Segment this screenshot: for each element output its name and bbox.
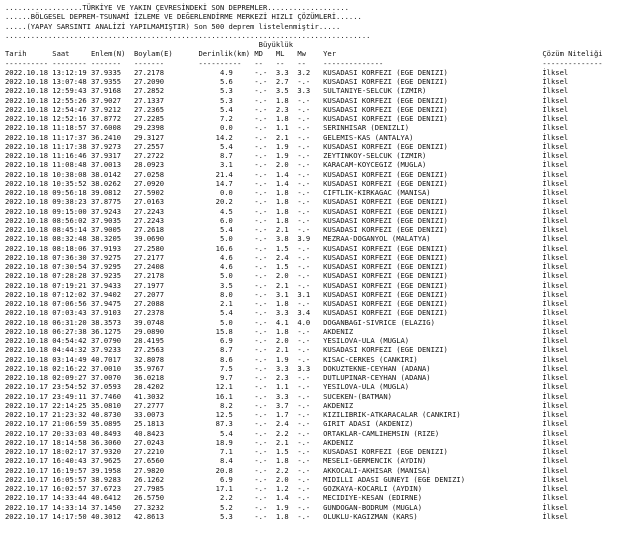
table-row: 2022.10.17 18:14:58 36.3060 27.0243 18.9 -.- 2.1 -.- AKDENIZ İlksel: [5, 437, 569, 447]
table-row: 2022.10.18 08:45:14 37.9005 27.2618 5.4 -.- 2.1 -.- KUSADASI KORFEZI (EGE DENIZI) İlksel: [5, 225, 569, 234]
table-row: 2022.10.18 08:18:06 37.9193 27.2580 16.6 -.- 1.5 -.- KUSADASI KORFEZI (EGE DENIZI) İlksel: [5, 243, 569, 253]
table-row: 2022.10.18 04:54:42 37.0790 28.4195 6.9 -.- 2.0 -.- YESILOVA-ULA (MUGLA) İlksel: [5, 336, 569, 345]
table-row: 2022.10.17 14:33:14 37.1450 27.3232 5.2 -.- 1.9 -.- GUNDOGAN-BODRUM (MUGLA) İlksel: [5, 502, 569, 512]
table-row: 2022.10.18 12:54:47 37.9212 27.2365 5.4 -.- 2.3 -.- KUSADASI KORFEZI (EGE DENIZI) İlksel: [5, 104, 569, 114]
table-row: 2022.10.18 07:06:56 37.9475 27.2088 2.1 -.- 1.8 -.- KUSADASI KORFEZI (EGE DENIZI) İlksel: [5, 299, 569, 308]
table-row: 2022.10.17 21:23:32 40.8730 33.0073 12.5 -.- 1.7 -.- KIZILIBRIK-ATKARACALAR (CANKIRI) İlksel: [5, 410, 569, 419]
earthquake-list: [5, 3, 603, 521]
table-row: 2022.10.18 07:28:28 37.9235 27.2178 5.0 -.- 2.0 -.- KUSADASI KORFEZI (EGE DENIZI) İlksel: [5, 271, 569, 281]
table-row: 2022.10.17 20:33:03 40.8493 40.8423 5.4 -.- 2.2 -.- ORTAKLAR-CAMLIHEMSIN (RIZE) İlksel: [5, 428, 569, 438]
table-row: 2022.10.17 23:54:52 37.0593 28.4202 12.1 -.- 1.1 -.- YESILOVA-ULA (MUGLA) İlksel: [5, 382, 569, 392]
table-row: 2022.10.18 09:38:23 37.8775 27.0163 20.2 -.- 1.8 -.- KUSADASI KORFEZI (EGE DENIZI) İlksel: [5, 197, 569, 207]
table-row: 2022.10.18 10:35:52 38.0262 27.0920 14.7 -.- 1.4 -.- KUSADASI KORFEZI (EGE DENIZI) İlksel: [5, 178, 569, 188]
table-row: 2022.10.17 14:17:50 40.3012 42.8613 5.3 -.- 1.8 -.- OLUKLU-KAGIZMAN (KARS) İlksel: [5, 511, 569, 521]
table-row: 2022.10.18 11:16:46 37.9317 27.2722 8.7 -.- 1.9 -.- ZEYTINKOY-SELCUK (IZMIR) İlksel: [5, 151, 569, 160]
table-row: 2022.10.18 07:30:54 37.9295 27.2408 4.6 -.- 1.5 -.- KUSADASI KORFEZI (EGE DENIZI) İlksel: [5, 262, 569, 271]
table-row: 2022.10.17 16:40:43 37.9625 27.6560 8.4 -.- 1.8 -.- MESELI-GERMENCIK (AYDIN) İlksel: [5, 456, 569, 466]
table-row: 2022.10.18 12:59:43 37.9168 27.2852 5.3 -.- 3.5 3.3 SULTANIYE-SELCUK (IZMIR) İlksel: [5, 86, 569, 96]
table-row: 2022.10.18 13:12:19 37.9335 27.2178 4.9 -.- 3.3 3.2 KUSADASI KORFEZI (EGE DENIZI) İlksel: [5, 67, 569, 77]
table-row: 2022.10.18 06:27:38 36.1275 29.0890 15.8 -.- 1.8 -.- AKDENIZ İlksel: [5, 326, 569, 336]
table-row: 2022.10.18 07:12:02 37.9402 27.2077 8.0 -.- 3.1 3.1 KUSADASI KORFEZI (EGE DENIZI) İlksel: [5, 289, 569, 299]
table-row: 2022.10.18 02:09:27 37.0070 36.0218 9.7 -.- 2.3 -.- DUTLUPINAR-CEYHAN (ADANA) İlksel: [5, 373, 569, 382]
title-line-2: ......BÖLGESEL DEPREM-TSUNAMİ İZLEME VE DEĞERLENDİRME MERKEZİ HIZLI ÇÖZÜMLERİ......: [5, 12, 362, 22]
title-line-4: .....................................................................................: [5, 30, 371, 40]
column-headers: Tarih Saat Enlem(N) Boylam(E) Derinlik(km) MD ML Mw Yer Çözüm Niteliği: [5, 49, 603, 59]
table-row: 2022.10.18 02:16:22 37.0010 35.9767 7.5 -.- 3.3 3.3 DOKUZTEKNE-CEYHAN (ADANA) İlksel: [5, 363, 569, 373]
table-row: 2022.10.18 03:14:49 40.7017 32.8078 8.6 -.- 1.9 -.- KISAC-CERKES (CANKIRI) İlksel: [5, 354, 569, 364]
table-row: 2022.10.18 10:38:08 38.0142 27.0258 21.4 -.- 1.4 -.- KUSADASI KORFEZI (EGE DENIZI) İlksel: [5, 169, 569, 179]
table-row: 2022.10.17 14:33:44 40.6412 26.5750 2.2 -.- 1.4 -.- MECIDIYE-KESAN (EDIRNE) İlksel: [5, 493, 569, 503]
title-line-1: ..................TÜRKİYE VE YAKIN ÇEVRESİNDEKİ SON DEPREMLER...................: [5, 3, 349, 12]
table-row: 2022.10.18 12:55:26 37.9027 27.1337 5.3 -.- 1.8 -.- KUSADASI KORFEZI (EGE DENIZI) İlksel: [5, 95, 569, 105]
table-row: 2022.10.18 11:17:38 37.9273 27.2557 5.4 -.- 1.9 -.- KUSADASI KORFEZI (EGE DENIZI) İlksel: [5, 141, 569, 151]
table-row: 2022.10.18 08:32:48 38.3205 39.0690 5.0 -.- 3.8 3.9 MEZRAA-DOGANYOL (MALATYA) İlksel: [5, 234, 569, 244]
magnitude-header: Büyüklük: [5, 40, 294, 49]
table-row: 2022.10.18 07:19:21 37.9433 27.1977 3.5 -.- 2.1 -.- KUSADASI KORFEZI (EGE DENIZI) İlksel: [5, 280, 569, 290]
header-separator: ---------- -------- ------- ------- ---------- -- -- -- -------------- --------------: [5, 58, 603, 68]
table-row: 2022.10.17 16:19:57 39.1958 27.9820 20.8 -.- 2.2 -.- AKKOCALI-AKHISAR (MANISA) İlksel: [5, 465, 569, 475]
table-row: 2022.10.18 11:08:48 37.0013 28.0923 3.1 -.- 2.0 -.- KARACAM-KOYCEGIZ (MUGLA) İlksel: [5, 160, 569, 170]
table-row: 2022.10.18 07:03:43 37.9103 27.2378 5.4 -.- 3.3 3.4 KUSADASI KORFEZI (EGE DENIZI) İlksel: [5, 308, 569, 318]
table-row: 2022.10.18 04:44:32 37.9233 27.2563 8.7 -.- 2.1 -.- KUSADASI KORFEZI (EGE DENIZI) İlksel: [5, 345, 569, 355]
table-row: 2022.10.18 13:07:48 37.9355 27.2090 5.6 -.- 2.7 -.- KUSADASI KORFEZI (EGE DENIZI) İlksel: [5, 77, 569, 86]
table-row: 2022.10.18 09:56:18 39.0812 27.5902 0.0 -.- 1.8 -.- CIFTLIK-KIRKAGAC (MANISA) İlksel: [5, 188, 569, 197]
table-row: 2022.10.17 21:06:59 35.0895 25.1813 87.3 -.- 2.4 -.- GIRIT ADASI (AKDENIZ) İlksel: [5, 419, 569, 429]
table-row: 2022.10.17 23:49:11 37.7460 41.3032 16.1 -.- 3.3 -.- SUCEKEN-(BATMAN) İlksel: [5, 391, 569, 401]
table-row: 2022.10.18 11:18:57 37.6008 29.2398 0.0 -.- 1.1 -.- SERINHISAR (DENIZLI) İlksel: [5, 123, 569, 133]
table-row: 2022.10.18 12:52:16 37.8772 27.2285 7.2 -.- 1.8 -.- KUSADASI KORFEZI (EGE DENIZI) İlksel: [5, 114, 569, 123]
table-row: 2022.10.18 09:15:00 37.9243 27.2243 4.5 -.- 1.8 -.- KUSADASI KORFEZI (EGE DENIZI) İlksel: [5, 206, 569, 216]
table-row: 2022.10.18 06:31:20 38.3573 39.0748 5.0 -.- 4.1 4.0 DOGANBAGI-SIVRICE (ELAZIG) İlksel: [5, 317, 569, 327]
table-row: 2022.10.17 16:02:57 37.6723 27.7985 17.1 -.- 1.2 -.- GOZKAYA-KOCARLI (AYDIN) İlksel: [5, 484, 569, 493]
table-row: 2022.10.18 08:56:02 37.9035 27.2243 6.0 -.- 1.8 -.- KUSADASI KORFEZI (EGE DENIZI) İlksel: [5, 215, 569, 225]
table-row: 2022.10.17 22:14:25 35.0810 27.2777 8.2 -.- 3.7 -.- AKDENIZ İlksel: [5, 400, 569, 410]
table-row: 2022.10.17 16:05:57 38.9283 26.1262 6.9 -.- 2.0 -.- MIDILLI ADASI GUNEYI (EGE DENIZI) İlksel: [5, 474, 569, 484]
table-row: 2022.10.18 11:17:37 36.2410 29.3127 14.2 -.- 2.1 -.- GELEMIS-KAS (ANTALYA) İlksel: [5, 132, 569, 142]
table-row: 2022.10.17 18:02:17 37.9320 27.2210 7.1 -.- 1.5 -.- KUSADASI KORFEZI (EGE DENIZI) İlksel: [5, 447, 569, 456]
title-line-3: .....(YAPAY SARSINTI ANALİZİ YAPILMAMIŞTIR) Son 500 deprem listelenmiştir.....: [5, 21, 341, 31]
table-row: 2022.10.18 07:36:30 37.9275 27.2177 4.6 -.- 2.4 -.- KUSADASI KORFEZI (EGE DENIZI) İlksel: [5, 252, 569, 262]
